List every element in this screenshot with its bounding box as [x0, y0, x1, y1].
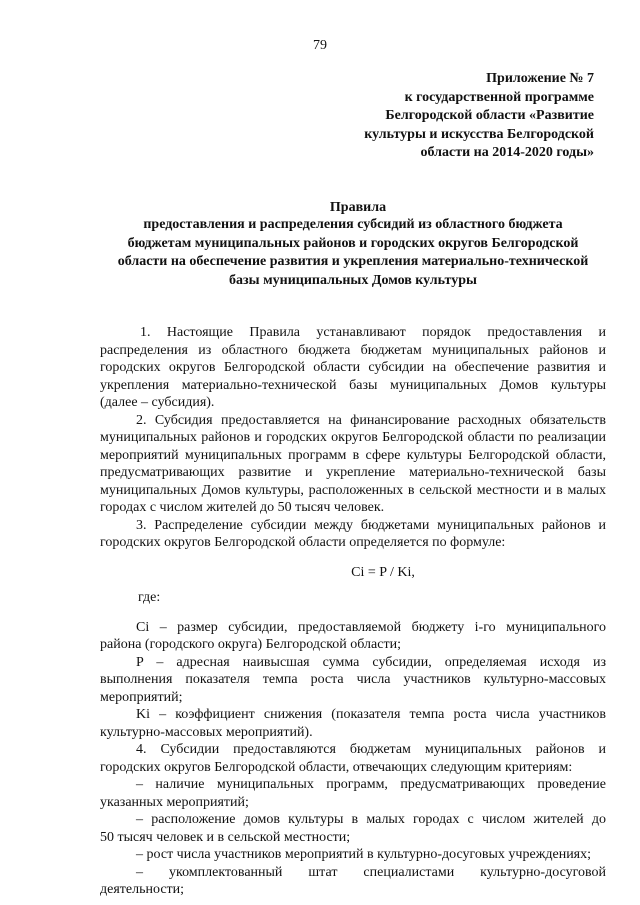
annex-line: к государственной программе: [404, 89, 594, 105]
where-label: где:: [138, 590, 161, 605]
subtitle-line: области на обеспечение развития и укрепления материально-технической: [117, 254, 589, 269]
text-line: 1. Настоящие Правила устанавливают порядок предоставления и: [140, 325, 606, 340]
text-line: деятельности;: [100, 882, 185, 897]
subtitle-line: базы муниципальных Домов культуры: [229, 272, 477, 288]
text-line: городских округов Белгородской области определяется по формуле:: [100, 535, 506, 550]
text-line: распределения из областного бюджета бюджетам муниципальных районов и: [100, 342, 606, 358]
annex-line: Приложение № 7: [486, 71, 594, 86]
criterion-2: [100, 811, 606, 846]
text-line: – расположение домов культуры в малых городах с числом жителей до: [136, 812, 606, 827]
paragraph-1: [100, 324, 606, 412]
subtitle-line: предоставления и распределения субсидий из областного бюджета: [143, 217, 563, 232]
document-body: [100, 324, 606, 899]
criterion-3: [100, 846, 606, 864]
definition-p: [100, 654, 606, 707]
text-line: – рост числа участников мероприятий в культурно-досуговых учреждениях;: [136, 847, 592, 862]
text-line: муниципальных Домов культуры, расположенных в сельской местности и в малых: [100, 482, 606, 498]
text-line: 2. Субсидия предоставляется на финансирование расходных обязательств: [136, 412, 606, 428]
document-subtitle: [100, 216, 606, 290]
text-line: Ki – коэффициент снижения (показателя темпа роста числа участников: [136, 707, 606, 722]
paragraph-4: [100, 741, 606, 776]
document-title: Правила: [329, 200, 387, 215]
annex-line: Белгородской области «Развитие: [385, 108, 594, 123]
text-line: культурно-массовых мероприятий).: [100, 724, 313, 740]
text-line: городских округов Белгородской области субсидии на обеспечение развития и: [100, 360, 606, 375]
paragraph-2: [100, 412, 606, 517]
text-line: 4. Субсидии предоставляются бюджетам муниципальных районов и: [136, 742, 606, 757]
paragraph-3: [100, 517, 606, 552]
text-line: мероприятий;: [100, 689, 183, 705]
text-line: указанных мероприятий;: [100, 794, 249, 810]
text-line: муниципальных районов и городских округов Белгородской области по реализации: [100, 430, 606, 445]
text-line: – наличие муниципальных программ, предусматривающих проведение: [136, 777, 606, 792]
criterion-1: [100, 776, 606, 811]
text-line: городах с числом жителей до 50 тысяч человек.: [100, 500, 385, 515]
text-line: (далее – субсидия).: [100, 395, 215, 410]
definition-ci: [100, 619, 606, 654]
text-line: P – адресная наивысшая сумма субсидии, определяемая исходя из: [136, 654, 606, 670]
annex-line: области на 2014-2020 годы»: [420, 145, 594, 160]
text-line: городских округов Белгородской области, отвечающих следующим критериям:: [100, 759, 573, 775]
text-line: 3. Распределение субсидии между бюджетами муниципальных районов и: [136, 517, 606, 533]
text-line: – укомплектованный штат специалистами культурно-досуговой: [136, 864, 606, 880]
formula: Ci = P / Ki,: [351, 564, 415, 580]
page-number: 79: [313, 38, 327, 53]
text-line: предусматривающих развитие и укрепление материально-технической базы: [100, 465, 606, 480]
definition-ki: [100, 706, 606, 741]
subtitle-line: бюджетам муниципальных районов и городских округов Белгородской: [127, 235, 579, 251]
text-line: района (городского округа) Белгородской области;: [100, 637, 401, 652]
text-line: выполнения показателя темпа роста числа участников культурно-массовых: [100, 672, 606, 687]
text-line: мероприятий муниципальных программ в сфере культуры Белгородской области,: [100, 447, 606, 463]
criterion-4: [100, 864, 606, 899]
text-line: 50 тысяч человек и в сельской местности;: [100, 829, 351, 845]
text-line: укрепления материально-технической базы муниципальных Домов культуры: [100, 377, 606, 393]
annex-heading: [344, 70, 594, 163]
annex-line: культуры и искусства Белгородской: [364, 126, 594, 142]
text-line: Ci – размер субсидии, предоставляемой бюджету i-го муниципального: [136, 619, 606, 635]
